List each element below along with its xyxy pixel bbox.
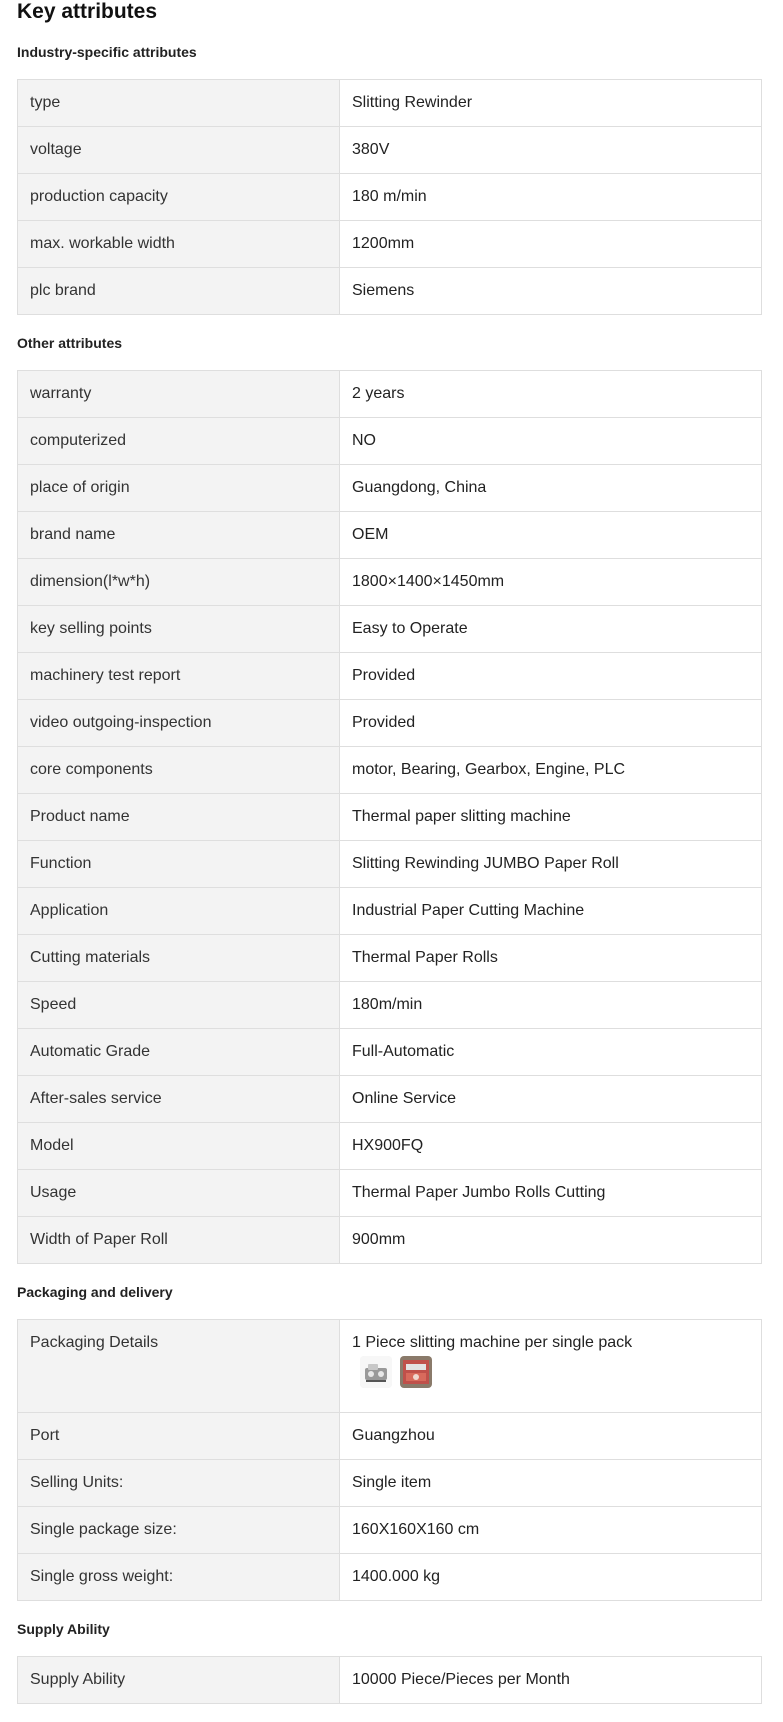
attr-value: HX900FQ: [340, 1123, 762, 1170]
attr-value: NO: [340, 418, 762, 465]
attr-key: Usage: [18, 1170, 340, 1217]
attr-key: key selling points: [18, 606, 340, 653]
thumbnail-strip: [352, 1356, 749, 1388]
attr-key: core components: [18, 747, 340, 794]
attr-value: Thermal Paper Rolls: [340, 935, 762, 982]
attr-key: plc brand: [18, 268, 340, 315]
table-row: [18, 418, 762, 465]
attr-value: Slitting Rewinder: [340, 80, 762, 127]
attr-key: After-sales service: [18, 1076, 340, 1123]
attr-key: computerized: [18, 418, 340, 465]
table-row: [18, 1460, 762, 1507]
attr-key: Single gross weight:: [18, 1554, 340, 1601]
attr-value: 900mm: [340, 1217, 762, 1264]
attr-key: type: [18, 80, 340, 127]
section-title-packaging: Packaging and delivery: [17, 1284, 173, 1300]
table-row: [18, 1170, 762, 1217]
section-title-industry: Industry-specific attributes: [17, 44, 197, 60]
table-row: [18, 1029, 762, 1076]
attr-value: Provided: [340, 653, 762, 700]
attr-value: Single item: [340, 1460, 762, 1507]
section-title-other: Other attributes: [17, 335, 123, 351]
attr-key: warranty: [18, 371, 340, 418]
attr-key: video outgoing-inspection: [18, 700, 340, 747]
attr-value: motor, Bearing, Gearbox, Engine, PLC: [340, 747, 762, 794]
attr-value: Provided: [340, 700, 762, 747]
table-row: [18, 559, 762, 606]
page-title: Key attributes: [17, 0, 158, 23]
table-row: [18, 465, 762, 512]
attr-value: 180m/min: [340, 982, 762, 1029]
table-row: [18, 935, 762, 982]
attr-value: 10000 Piece/Pieces per Month: [340, 1657, 762, 1704]
table-row: [18, 888, 762, 935]
section-title-supply: Supply Ability: [17, 1621, 110, 1637]
table-row: [18, 1413, 762, 1460]
attr-value: 1400.000 kg: [340, 1554, 762, 1601]
attr-key: Packaging Details: [18, 1320, 340, 1413]
table-row: [18, 1217, 762, 1264]
table-row: [18, 1507, 762, 1554]
table-row: [18, 80, 762, 127]
attr-value: 1800×1400×1450mm: [340, 559, 762, 606]
attr-value: Siemens: [340, 268, 762, 315]
attr-value: Thermal Paper Jumbo Rolls Cutting: [340, 1170, 762, 1217]
table-row: [18, 1123, 762, 1170]
attr-key: Port: [18, 1413, 340, 1460]
attr-value: Guangdong, China: [340, 465, 762, 512]
attr-value: Easy to Operate: [340, 606, 762, 653]
table-row: [18, 1657, 762, 1704]
attr-key: production capacity: [18, 174, 340, 221]
attr-value: Full-Automatic: [340, 1029, 762, 1076]
attr-key: dimension(l*w*h): [18, 559, 340, 606]
attr-key: Function: [18, 841, 340, 888]
table-row: [18, 982, 762, 1029]
attr-value: 1200mm: [340, 221, 762, 268]
table-row: [18, 127, 762, 174]
attr-key: voltage: [18, 127, 340, 174]
table-row: [18, 606, 762, 653]
attr-value-cell: [340, 1320, 762, 1413]
attr-key: Single package size:: [18, 1507, 340, 1554]
attr-value: 180 m/min: [340, 174, 762, 221]
table-row: [18, 512, 762, 559]
table-row: [18, 794, 762, 841]
other-attributes-table: [17, 370, 762, 1264]
attr-key: Product name: [18, 794, 340, 841]
supply-ability-table: [17, 1656, 762, 1704]
attr-key: Automatic Grade: [18, 1029, 340, 1076]
attr-key: Selling Units:: [18, 1460, 340, 1507]
attr-value: OEM: [340, 512, 762, 559]
attr-key: Application: [18, 888, 340, 935]
table-row: [18, 1076, 762, 1123]
table-row: [18, 221, 762, 268]
attr-key: Supply Ability: [18, 1657, 340, 1704]
attr-value: Guangzhou: [340, 1413, 762, 1460]
attr-key: Width of Paper Roll: [18, 1217, 340, 1264]
attr-key: Model: [18, 1123, 340, 1170]
attr-key: max. workable width: [18, 221, 340, 268]
table-row: [18, 371, 762, 418]
attr-key: Speed: [18, 982, 340, 1029]
table-row: [18, 700, 762, 747]
table-row: [18, 174, 762, 221]
attr-value: 160X160X160 cm: [340, 1507, 762, 1554]
table-row: [18, 747, 762, 794]
machine-photo-thumbnail[interactable]: [360, 1356, 392, 1388]
attr-key: machinery test report: [18, 653, 340, 700]
packaging-table: [17, 1319, 762, 1601]
attr-value: 380V: [340, 127, 762, 174]
attr-key: Cutting materials: [18, 935, 340, 982]
table-row: [18, 268, 762, 315]
table-row: [18, 1554, 762, 1601]
attr-value: 1 Piece slitting machine per single pack: [352, 1334, 633, 1351]
attr-value: 2 years: [340, 371, 762, 418]
attr-key: brand name: [18, 512, 340, 559]
industry-attributes-table: [17, 79, 762, 315]
table-row: [18, 653, 762, 700]
attr-value: Slitting Rewinding JUMBO Paper Roll: [340, 841, 762, 888]
attr-value: Industrial Paper Cutting Machine: [340, 888, 762, 935]
attr-value: Online Service: [340, 1076, 762, 1123]
table-row: [18, 1320, 762, 1413]
table-row: [18, 841, 762, 888]
attr-key: place of origin: [18, 465, 340, 512]
machine-photo-thumbnail[interactable]: [400, 1356, 432, 1388]
attr-value: Thermal paper slitting machine: [340, 794, 762, 841]
